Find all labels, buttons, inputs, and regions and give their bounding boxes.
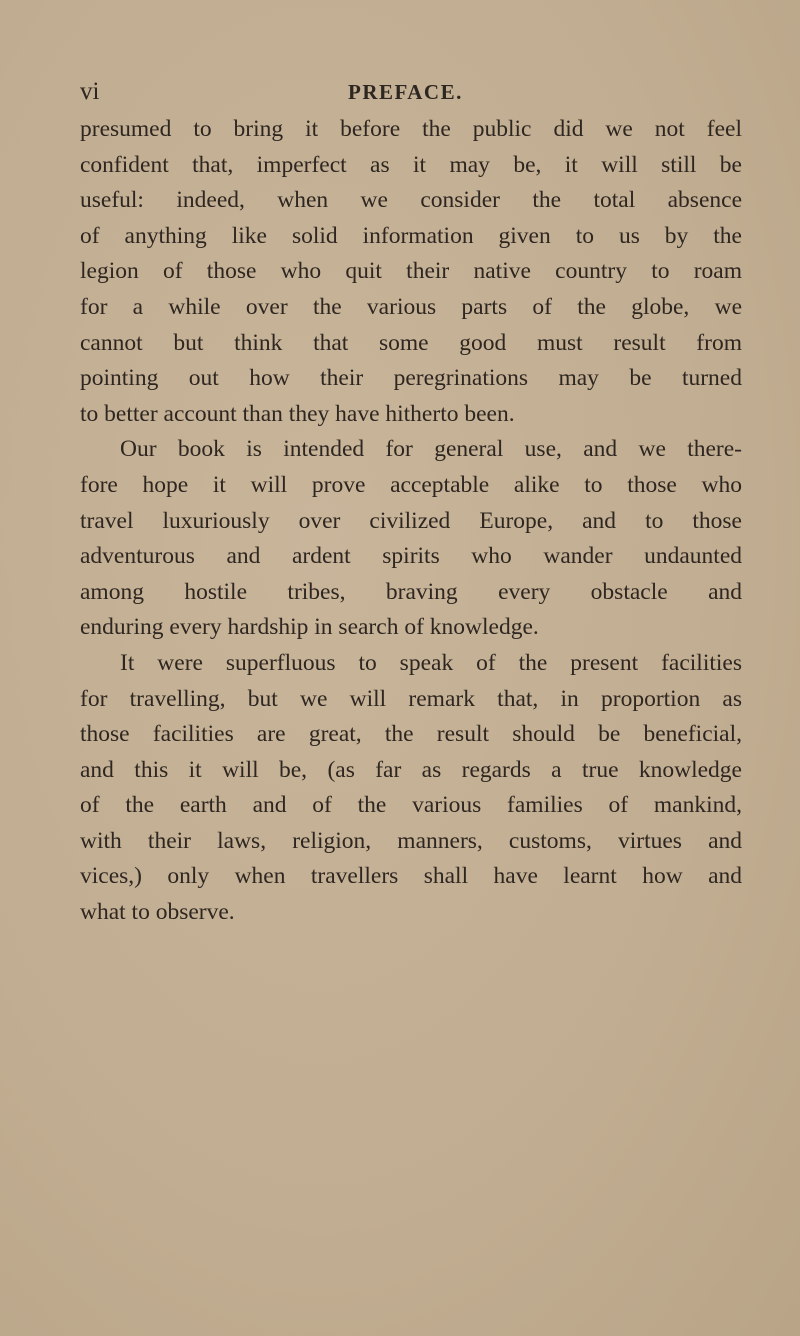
text-line: those facilities are great, the result should be beneficial, bbox=[80, 721, 742, 748]
running-title: PREFACE. bbox=[348, 80, 463, 104]
text-line: for travelling, but we will remark that, in proportion as bbox=[80, 685, 742, 712]
text-line: among hostile tribes, braving every obstacle and bbox=[80, 578, 742, 605]
text-line: adventurous and ardent spirits who wander undaunted bbox=[80, 543, 742, 570]
text-line: confident that, imperfect as it may be, it will still be bbox=[80, 151, 742, 178]
text-line: cannot but think that some good must result from bbox=[80, 329, 742, 356]
text-line: presumed to bring it before the public did we not feel bbox=[80, 116, 742, 142]
text-line: to better account than they have hitherto been. bbox=[80, 400, 515, 427]
text-line: fore hope it will prove acceptable alike to those who bbox=[80, 471, 742, 498]
body-text bbox=[80, 112, 742, 931]
text-line: what to observe. bbox=[80, 899, 235, 926]
text-line: with their laws, religion, manners, customs, virtues and bbox=[80, 827, 742, 854]
text-line: It were superfluous to speak of the present facilities bbox=[120, 649, 742, 676]
page-header bbox=[80, 78, 740, 108]
text-line: pointing out how their peregrinations may be turned bbox=[80, 365, 742, 392]
text-line: of the earth and of the various families of mankind, bbox=[80, 792, 742, 819]
text-line: travel luxuriously over civilized Europe, and to those bbox=[80, 507, 742, 534]
text-line: enduring every hardship in search of knowledge. bbox=[80, 614, 539, 641]
text-line: of anything like solid information given to us by the bbox=[80, 222, 742, 249]
text-line: for a while over the various parts of the globe, we bbox=[80, 293, 742, 320]
text-line: useful: indeed, when we consider the total absence bbox=[80, 187, 742, 214]
text-line: and this it will be, (as far as regards a true knowledge bbox=[80, 756, 742, 783]
text-line: Our book is intended for general use, and we there- bbox=[120, 436, 742, 463]
text-line: legion of those who quit their native country to roam bbox=[80, 258, 742, 285]
text-line: vices,) only when travellers shall have learnt how and bbox=[80, 863, 742, 890]
page-number: vi bbox=[80, 78, 100, 105]
